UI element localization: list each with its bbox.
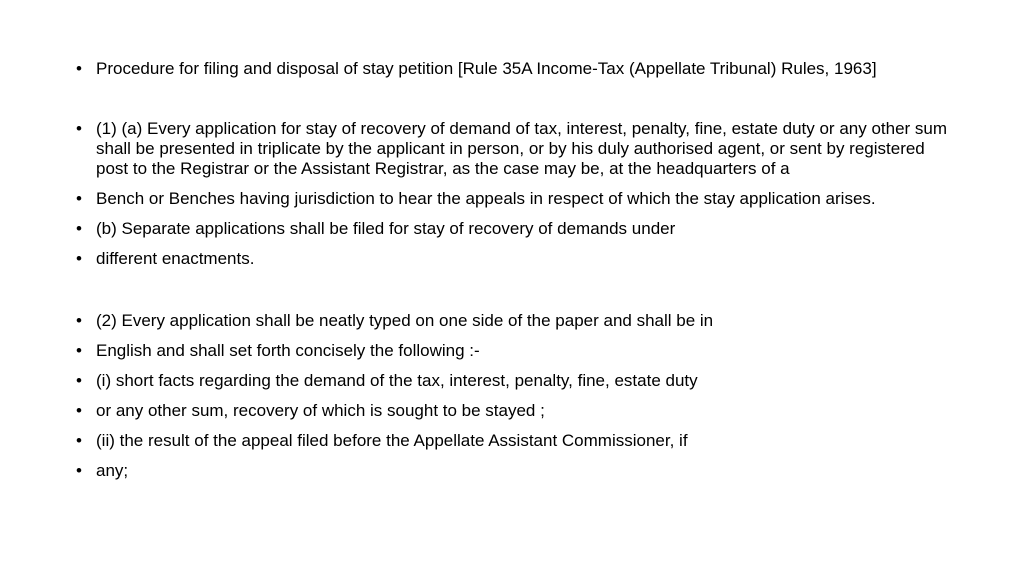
bullet-item	[76, 461, 956, 481]
bullet-text: different enactments.	[96, 249, 255, 268]
bullet-text: or any other sum, recovery of which is sought to be stayed ;	[96, 401, 545, 420]
bullet-text: (i) short facts regarding the demand of the tax, interest, penalty, fine, estate duty	[96, 371, 698, 390]
bullet-text: (b) Separate applications shall be filed for stay of recovery of demands under	[96, 219, 676, 238]
bullet-list	[76, 59, 956, 481]
bullet-dot: •	[76, 249, 82, 268]
bullet-item	[76, 311, 956, 331]
bullet-text: (2) Every application shall be neatly typed on one side of the paper and shall be in	[96, 311, 714, 330]
bullet-text: any;	[96, 461, 129, 480]
bullet-text: (1) (a) Every application for stay of recovery of demand of tax, interest, penalty, fine, estate duty or any other sum shall be presented in triplicate by the applicant in person, or by his duly authorised agent, or sent by registered post to the Registrar or the Assistant Registrar, as the case may be, at the headquarters of a	[96, 119, 948, 178]
bullet-item	[76, 371, 956, 391]
bullet-dot: •	[76, 401, 82, 420]
bullet-item	[76, 189, 956, 209]
bullet-dot: •	[76, 189, 82, 208]
bullet-dot: •	[76, 371, 82, 390]
bullet-item	[76, 119, 956, 179]
bullet-item	[76, 219, 956, 239]
bullet-item	[76, 431, 956, 451]
bullet-dot: •	[76, 431, 82, 450]
bullet-item	[76, 401, 956, 421]
bullet-text: English and shall set forth concisely the following :-	[96, 341, 480, 360]
bullet-text: Bench or Benches having jurisdiction to hear the appeals in respect of which the stay application arises.	[96, 189, 876, 208]
bullet-item	[76, 341, 956, 361]
bullet-text: Procedure for filing and disposal of stay petition [Rule 35A Income-Tax (Appellate Tribunal) Rules, 1963]	[96, 59, 877, 78]
bullet-dot: •	[76, 119, 82, 138]
bullet-dot: •	[76, 341, 82, 360]
bullet-dot: •	[76, 461, 82, 480]
bullet-dot: •	[76, 311, 82, 330]
bullet-item	[76, 249, 956, 269]
bullet-text: (ii) the result of the appeal filed before the Appellate Assistant Commissioner, if	[96, 431, 688, 450]
bullet-dot: •	[76, 59, 82, 78]
bullet-item	[76, 59, 956, 79]
bullet-dot: •	[76, 219, 82, 238]
